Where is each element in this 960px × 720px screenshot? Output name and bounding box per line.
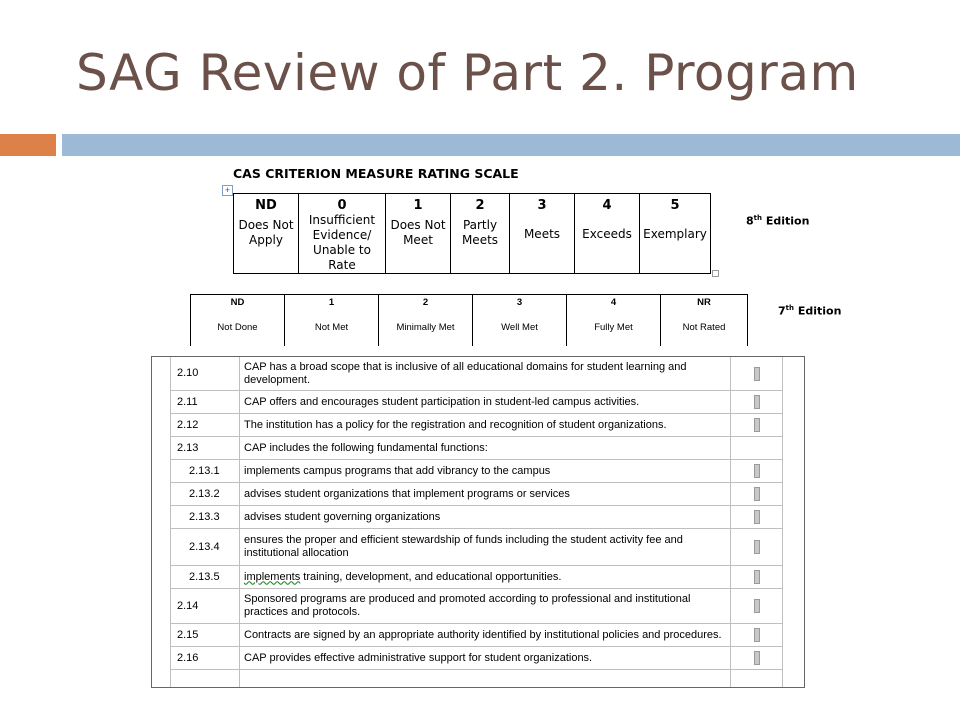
table-move-icon[interactable]: +	[222, 185, 233, 196]
rating-field-empty	[731, 437, 783, 460]
criterion-number: 2.16	[171, 647, 240, 670]
table-row	[171, 624, 783, 647]
edition-ordinal: 7	[778, 304, 786, 318]
scale-cell-2	[451, 194, 510, 274]
rating-field[interactable]	[731, 483, 783, 506]
rating-field-empty	[731, 670, 783, 689]
scale-cell-nd	[234, 194, 299, 274]
criterion-text: implements campus programs that add vibrancy to the campus	[240, 460, 731, 483]
rating-field[interactable]	[731, 647, 783, 670]
scale-cell-5	[640, 194, 711, 274]
criterion-number: 2.13.1	[171, 460, 240, 483]
scale-cell-4	[575, 194, 640, 274]
scale-desc: Minimally Met	[396, 322, 455, 333]
rating-box[interactable]	[754, 395, 760, 409]
rating-field[interactable]	[731, 529, 783, 566]
rating-field[interactable]	[731, 391, 783, 414]
scale-code: 4	[610, 297, 617, 308]
scale-desc: Meets	[523, 227, 561, 241]
scale-desc: Exemplary	[643, 227, 707, 241]
scale-desc: Fully Met	[594, 322, 633, 333]
criterion-number: 2.10	[171, 357, 240, 391]
scale-code: 1	[328, 297, 335, 308]
rating-field[interactable]	[731, 460, 783, 483]
scale-code: NR	[697, 297, 711, 308]
criterion-number: 2.13.4	[171, 529, 240, 566]
scale-code: 2	[422, 297, 429, 308]
scale-desc: Partly Meets	[461, 218, 499, 247]
rating-box[interactable]	[754, 540, 760, 554]
scale-code: 2	[475, 198, 485, 213]
criterion-number: 2.14	[171, 589, 240, 624]
criterion-number: 2.13.3	[171, 506, 240, 529]
rating-box[interactable]	[754, 418, 760, 432]
criterion-text-blank	[240, 670, 731, 689]
table-row	[171, 506, 783, 529]
rating-field[interactable]	[731, 566, 783, 589]
criterion-text: CAP has a broad scope that is inclusive of all educational domains for student learning and development.	[240, 357, 731, 391]
rating-field[interactable]	[731, 589, 783, 624]
rating-box[interactable]	[754, 570, 760, 584]
criterion-text: CAP offers and encourages student participation in student-led campus activities.	[240, 391, 731, 414]
rating-box[interactable]	[754, 367, 760, 381]
criterion-number-blank	[171, 670, 240, 689]
scale-desc: Does Not Meet	[390, 218, 446, 247]
edition-word: Edition	[765, 214, 810, 228]
scale-code: 3	[516, 297, 523, 308]
criterion-text: The institution has a policy for the registration and recognition of student organizations.	[240, 414, 731, 437]
scale-code: 4	[602, 198, 612, 213]
rating-field[interactable]	[731, 357, 783, 391]
scale-code: ND	[255, 198, 277, 213]
rating-box[interactable]	[754, 628, 760, 642]
rating-box[interactable]	[754, 599, 760, 613]
table-row	[171, 483, 783, 506]
criterion-number: 2.13	[171, 437, 240, 460]
criterion-text: CAP provides effective administrative support for student organizations.	[240, 647, 731, 670]
criteria-table	[170, 356, 783, 688]
criterion-number: 2.15	[171, 624, 240, 647]
table-row	[171, 589, 783, 624]
table-row	[171, 460, 783, 483]
rating-box[interactable]	[754, 651, 760, 665]
table-row	[171, 357, 783, 391]
scale-desc: Well Met	[501, 322, 538, 333]
scale-code: 1	[413, 198, 423, 213]
edition-suffix: th	[753, 214, 762, 222]
scale-code: 0	[337, 198, 347, 213]
scale-code: 3	[537, 198, 547, 213]
table-row	[171, 437, 783, 460]
criterion-text: Sponsored programs are produced and promoted according to professional and institutional practices and protocols.	[240, 589, 731, 624]
table-row	[171, 566, 783, 589]
rating-scale-heading: CAS CRITERION MEASURE RATING SCALE	[233, 166, 519, 181]
rating-box[interactable]	[754, 464, 760, 478]
table-row	[234, 194, 711, 274]
edition-8th-label	[746, 214, 809, 228]
spellcheck-word: implements	[244, 570, 301, 583]
rating-box[interactable]	[754, 510, 760, 524]
table-row	[171, 647, 783, 670]
accent-bar-orange	[0, 134, 56, 156]
criterion-text	[240, 566, 731, 589]
criterion-text: CAP includes the following fundamental functions:	[240, 437, 731, 460]
rating-field[interactable]	[731, 414, 783, 437]
criterion-number: 2.13.2	[171, 483, 240, 506]
accent-bar-blue	[62, 134, 960, 156]
scale-desc: Insufficient Evidence/ Unable to Rate	[308, 213, 376, 272]
edition-suffix: th	[785, 304, 794, 312]
scale-cell-3	[510, 194, 575, 274]
edition-word: Edition	[797, 304, 842, 318]
scale-code: 5	[670, 198, 680, 213]
table-row	[171, 391, 783, 414]
scale-desc: Exceeds	[582, 227, 632, 241]
criteria-image-frame	[151, 356, 805, 688]
edition-ordinal: 8	[746, 214, 754, 228]
table-row	[171, 529, 783, 566]
rating-field[interactable]	[731, 624, 783, 647]
criterion-text-rest: training, development, and educational opportunities.	[300, 570, 562, 583]
scale-desc: Not Met	[314, 322, 349, 333]
criterion-text: advises student organizations that implement programs or services	[240, 483, 731, 506]
criterion-text: advises student governing organizations	[240, 506, 731, 529]
criterion-text: ensures the proper and efficient stewardship of funds including the student activity fee and institutional allocation	[240, 529, 731, 566]
scale7-cell	[661, 295, 748, 347]
table-row	[171, 670, 783, 689]
scale-desc: Not Rated	[682, 322, 726, 333]
scale7-cell	[473, 295, 567, 347]
criterion-number: 2.12	[171, 414, 240, 437]
scale-desc: Does Not Apply	[238, 218, 294, 247]
scale-cell-0	[299, 194, 386, 274]
scale7-cell	[379, 295, 473, 347]
scale-cell-1	[386, 194, 451, 274]
edition-7th-label	[778, 304, 841, 318]
scale7-cell	[191, 295, 285, 347]
scale-desc: Not Done	[217, 322, 258, 333]
criterion-number: 2.13.5	[171, 566, 240, 589]
table-resize-handle[interactable]	[712, 270, 719, 277]
criterion-text: Contracts are signed by an appropriate authority identified by institutional policies and procedures.	[240, 624, 731, 647]
scale7-cell	[567, 295, 661, 347]
criterion-number: 2.11	[171, 391, 240, 414]
scale7-cell	[285, 295, 379, 347]
table-row	[171, 414, 783, 437]
scale-code: ND	[230, 297, 245, 308]
rating-scale-7th-table	[190, 294, 748, 346]
rating-field[interactable]	[731, 506, 783, 529]
slide-title: SAG Review of Part 2. Program	[76, 44, 859, 102]
rating-box[interactable]	[754, 487, 760, 501]
table-row	[191, 295, 748, 347]
rating-scale-8th-table	[233, 193, 711, 274]
